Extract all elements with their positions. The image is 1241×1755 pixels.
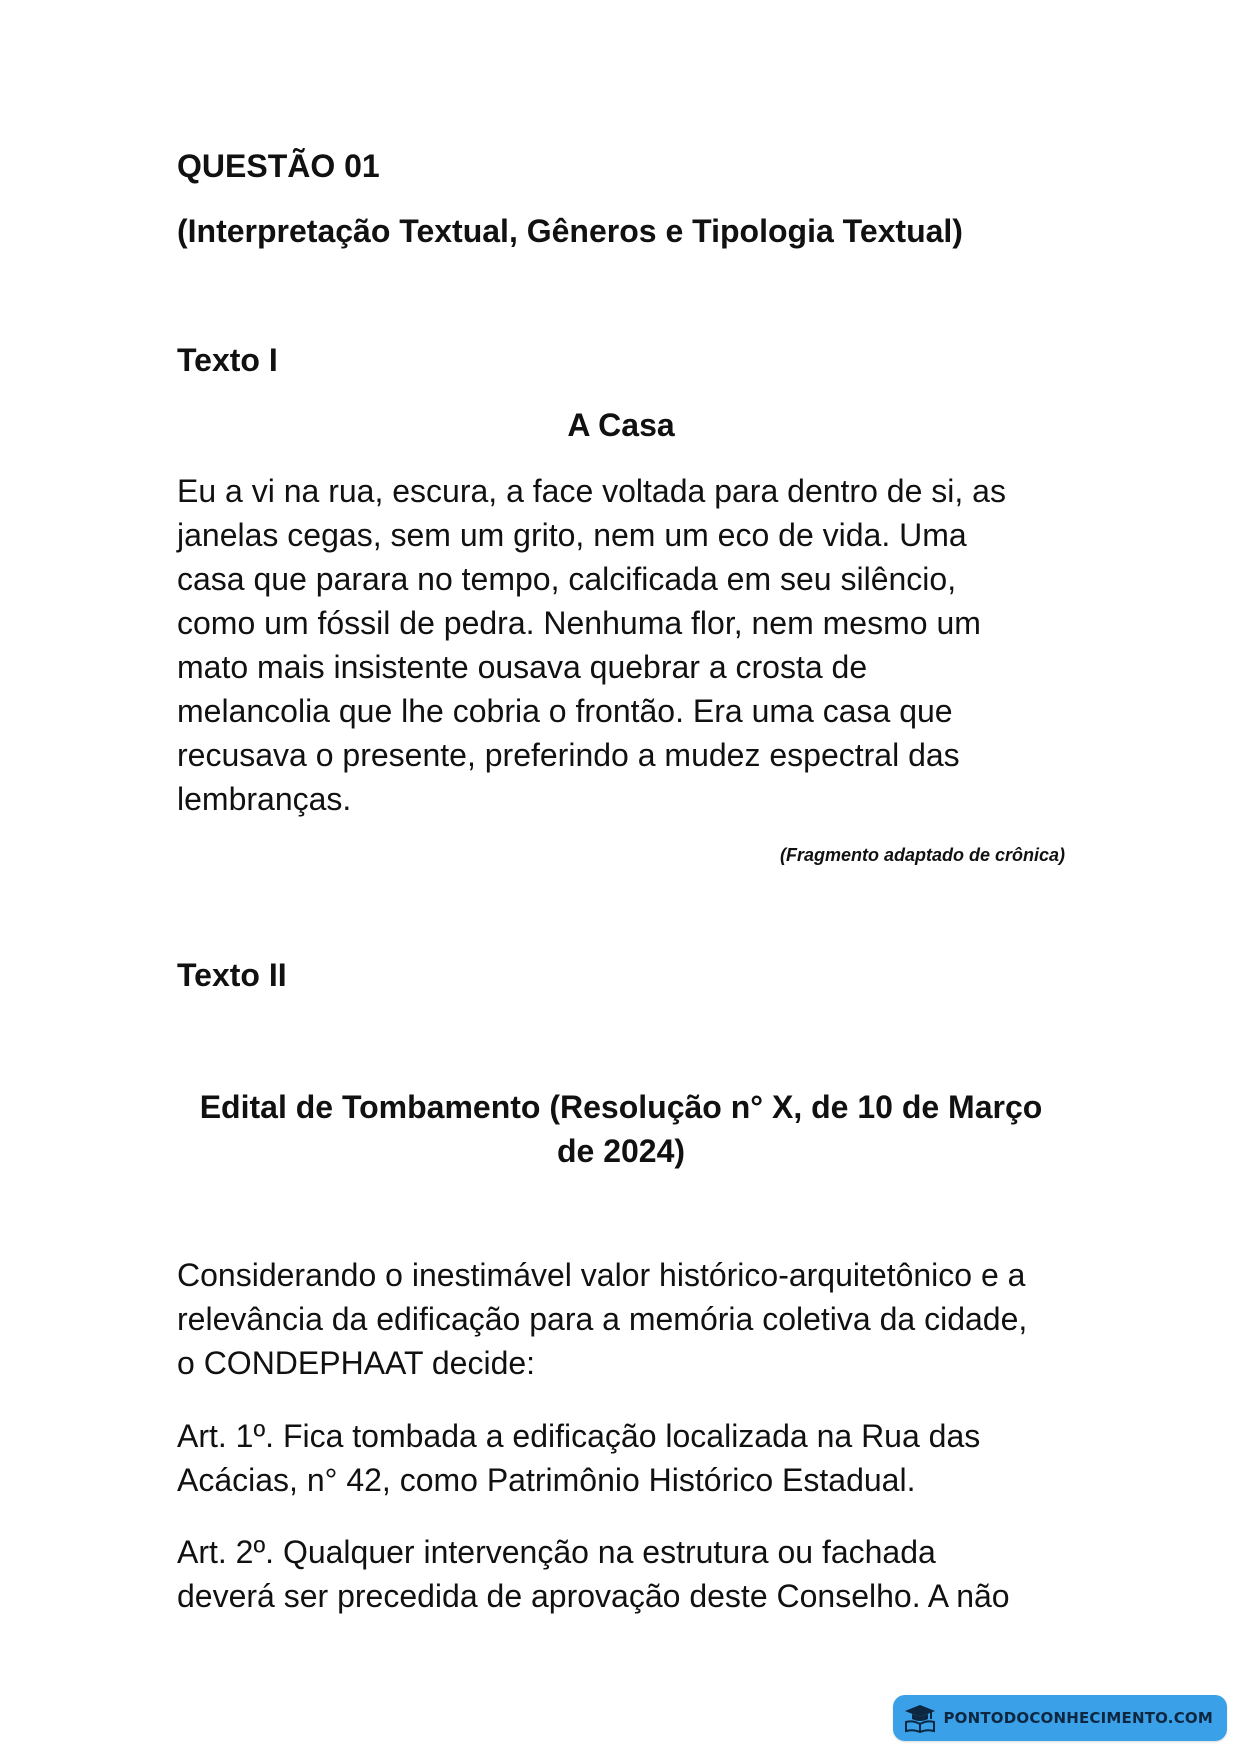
texto2-article-1 xyxy=(177,1414,1065,1502)
text-line: como um fóssil de pedra. Nenhuma flor, nem mesmo um xyxy=(177,605,981,641)
text-line: relevância da edificação para a memória coletiva da cidade, xyxy=(177,1301,1028,1337)
text-line: melancolia que lhe cobria o frontão. Era uma casa que xyxy=(177,693,953,729)
text-line: mato mais insistente ousava quebrar a crosta de xyxy=(177,649,868,685)
title-line: de 2024) xyxy=(556,1133,686,1169)
text-line: Considerando o inestimável valor histórico-arquitetônico e a xyxy=(177,1257,1026,1293)
texto1-label: Texto I xyxy=(177,342,278,378)
text-line: Art. 2º. Qualquer intervenção na estrutura ou fachada xyxy=(177,1534,936,1570)
text-line: recusava o presente, preferindo a mudez espectral das xyxy=(177,737,960,773)
question-subtitle: (Interpretação Textual, Gêneros e Tipologia Textual) xyxy=(177,213,963,249)
badge-label: PONTODOCONHECIMENTO.COM xyxy=(943,1709,1213,1727)
text-line: casa que parara no tempo, calcificada em seu silêncio, xyxy=(177,561,957,597)
texto1-title: A Casa xyxy=(567,407,675,443)
text-line: Eu a vi na rua, escura, a face voltada para dentro de si, as xyxy=(177,473,1006,509)
question-title: QUESTÃO 01 xyxy=(177,148,380,184)
texto1-source: (Fragmento adaptado de crônica) xyxy=(779,845,1065,865)
texto2-title xyxy=(177,1085,1065,1173)
texto2-article-2 xyxy=(177,1530,1065,1618)
text-line: janelas cegas, sem um grito, nem um eco de vida. Uma xyxy=(177,517,967,553)
texto1-body xyxy=(177,469,1065,821)
title-line: Edital de Tombamento (Resolução n° X, de 10 de Março xyxy=(199,1089,1043,1125)
site-badge[interactable] xyxy=(893,1695,1227,1741)
text-line: deverá ser precedida de aprovação deste Conselho. A não xyxy=(177,1578,1010,1614)
text-line: o CONDEPHAAT decide: xyxy=(177,1345,536,1381)
text-line: Art. 1º. Fica tombada a edificação localizada na Rua das xyxy=(177,1418,981,1454)
texto2-paragraph-1 xyxy=(177,1253,1065,1385)
texto2-label: Texto II xyxy=(177,957,287,993)
graduation-book-icon xyxy=(903,1703,937,1733)
text-line: lembranças. xyxy=(177,781,352,817)
text-line: Acácias, n° 42, como Patrimônio Histórico Estadual. xyxy=(177,1462,916,1498)
